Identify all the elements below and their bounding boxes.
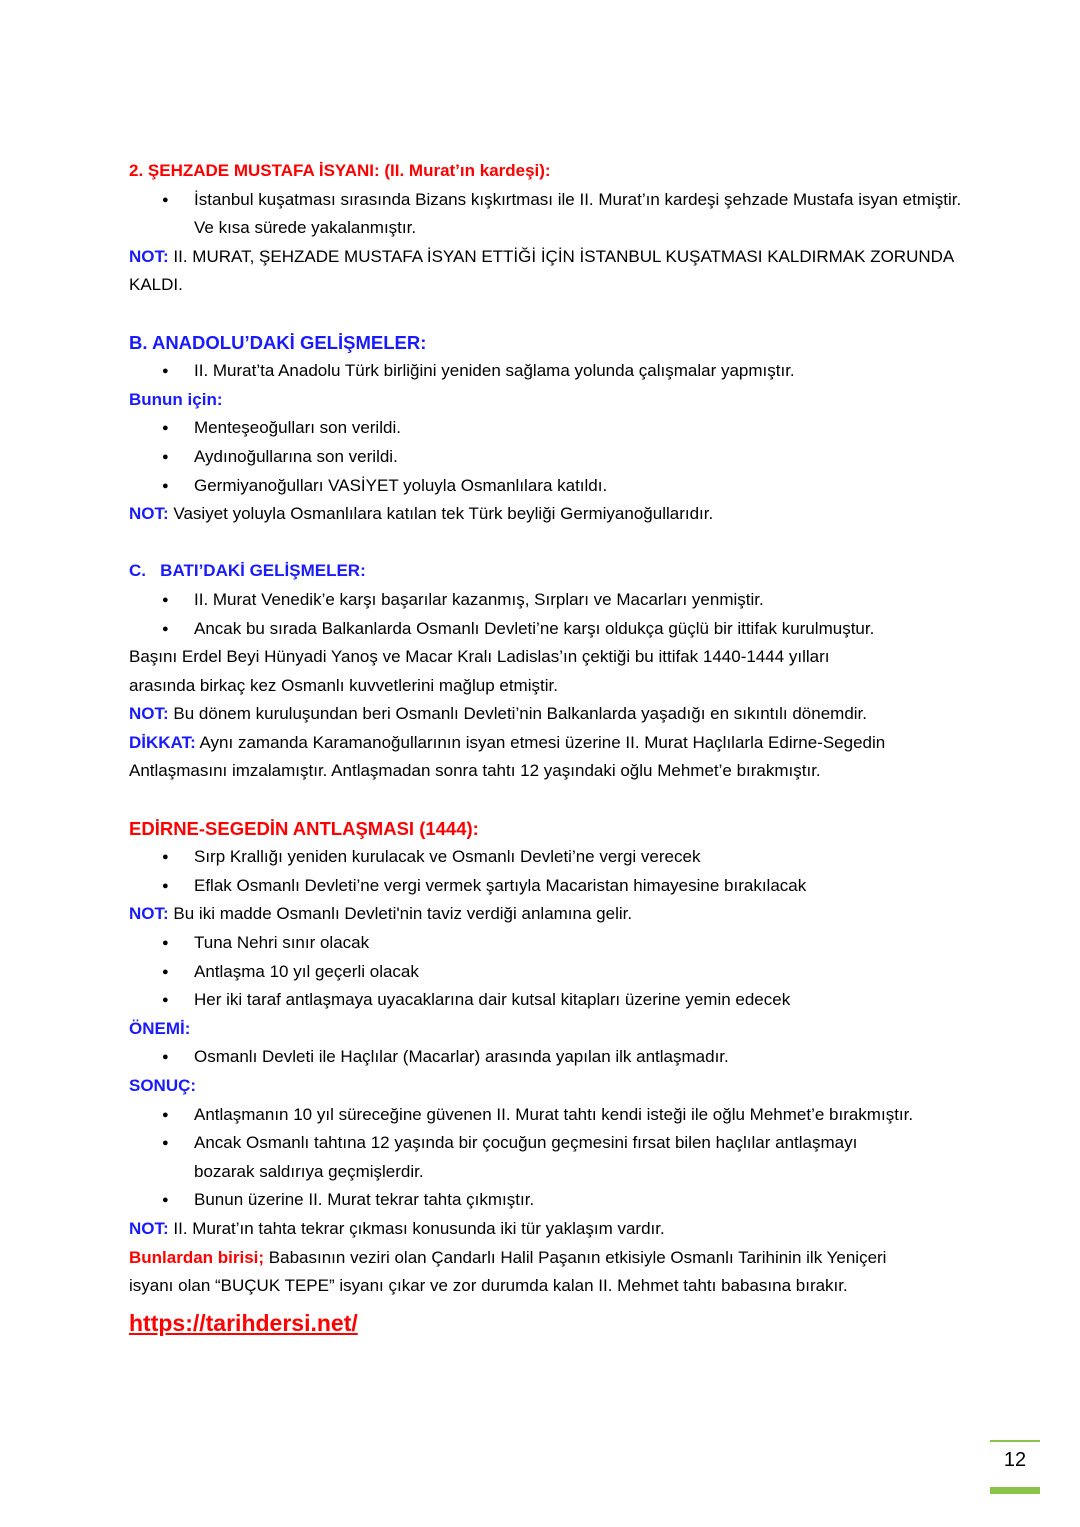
section-2-title: 2. ŞEHZADE MUSTAFA İSYANI: (II. Murat’ın kardeşi):	[129, 161, 551, 180]
bullet-item: ● Osmanlı Devleti ile Haçlılar (Macarlar) arasında yapılan ilk antlaşmadır.	[129, 1043, 959, 1072]
page-number-box	[990, 1440, 1040, 1494]
note-text: II. MURAT, ŞEHZADE MUSTAFA İSYAN ETTİĞİ İÇİN İSTANBUL KUŞATMASI KALDIRMAK ZORUNDA	[168, 246, 955, 266]
note-line	[129, 700, 959, 729]
note-label: NOT:	[129, 904, 169, 924]
bullet-item: ● Ancak Osmanlı tahtına 12 yaşında bir çocuğun geçmesini fırsat bilen haçlılar antlaşmayı bozarak saldırıya geçmişlerdir.	[129, 1129, 914, 1186]
bullet-item: ● Sırp Krallığı yeniden kurulacak ve Osmanlı Devleti’ne vergi verecek	[129, 843, 959, 872]
note-line	[129, 900, 959, 929]
paragraph-line: Başını Erdel Beyi Hünyadi Yanoş ve Macar Kralı Ladislas’ın çektiği bu ittifak 1440-1444 yılları	[129, 647, 830, 667]
treaty-title: EDİRNE-SEGEDİN ANTLAŞMASI (1444):	[129, 817, 479, 839]
website-link[interactable]: https://tarihdersi.net/	[129, 1309, 358, 1336]
first-approach-text: Babasının veziri olan Çandarlı Halil Paşanın etkisiyle Osmanlı Tarihinin ilk Yeniçeri	[264, 1247, 887, 1267]
for-this-label: Bunun için:	[129, 389, 223, 409]
bullet-item: ● Bunun üzerine II. Murat tekrar tahta çıkmıştır.	[129, 1186, 959, 1215]
bullet-item: ● Aydınoğullarına son verildi.	[129, 443, 959, 472]
note-label: NOT:	[129, 704, 169, 724]
bullet-item: ● Ancak bu sırada Balkanlarda Osmanlı Devleti’ne karşı oldukça güçlü bir ittifak kurulmuştur.	[129, 615, 959, 644]
bullet-item: ● II. Murat’ta Anadolu Türk birliğini yeniden sağlama yolunda çalışmalar yapmıştır.	[129, 357, 959, 386]
result-label: SONUÇ:	[129, 1076, 197, 1095]
note-line	[129, 1215, 959, 1244]
bullet-item: ● Menteşeoğulları son verildi.	[129, 414, 959, 443]
warning-label: DİKKAT:	[129, 732, 196, 752]
note-line	[129, 500, 959, 529]
bullet-item: ● Her iki taraf antlaşmaya uyacaklarına dair kutsal kitapları üzerine yemin edecek	[129, 986, 959, 1015]
note-text: Bu iki madde Osmanlı Devleti'nin taviz verdiği anlamına gelir.	[168, 904, 633, 924]
paragraph-line: arasında birkaç kez Osmanlı kuvvetlerini mağlup etmiştir.	[129, 675, 558, 695]
note-text: Bu dönem kuruluşundan beri Osmanlı Devleti’nin Balkanlarda yaşadığı en sıkıntılı dönemdir.	[168, 704, 867, 724]
note-text: Vasiyet yoluyla Osmanlılara katılan tek Türk beyliği Germiyanoğullarıdır.	[168, 504, 714, 524]
note-line-continued: KALDI.	[129, 275, 183, 295]
page-number: 12	[1003, 1449, 1027, 1471]
note-label: NOT:	[129, 1218, 169, 1238]
bullet-item: ● Tuna Nehri sınır olacak	[129, 929, 959, 958]
note-label: NOT:	[129, 504, 169, 524]
first-approach-line	[129, 1244, 959, 1273]
warning-line	[129, 729, 959, 758]
warning-line-continued: Antlaşmasını imzalamıştır. Antlaşmadan sonra tahtı 12 yaşındaki oğlu Mehmet’e bırakmıştır.	[129, 761, 821, 781]
bullet-item: ● Germiyanoğulları VASİYET yoluyla Osmanlılara katıldı.	[129, 472, 959, 501]
note-label: NOT:	[129, 246, 169, 266]
bullet-item: ● Antlaşmanın 10 yıl süreceğine güvenen II. Murat tahtı kendi isteği ile oğlu Mehmet’e bırakmıştır.	[129, 1101, 914, 1130]
document-content	[129, 157, 962, 1341]
bullet-item: ● İstanbul kuşatması sırasında Bizans kışkırtması ile II. Murat’ın kardeşi şehzade Mustafa isyan etmiştir. Ve kısa sürede yakalanmıştır.	[129, 186, 984, 243]
importance-label: ÖNEMİ:	[129, 1018, 191, 1038]
section-c-title: C. BATI’DAKİ GELİŞMELER:	[129, 561, 366, 581]
bullet-item: ● Antlaşma 10 yıl geçerli olacak	[129, 958, 959, 987]
first-approach-line-continued: isyanı olan “BUÇUK TEPE” isyanı çıkar ve zor durumda kalan II. Mehmet tahtı babasına bırakır.	[129, 1276, 848, 1296]
bullet-item: ● Eflak Osmanlı Devleti’ne vergi vermek şartıyla Macaristan himayesine bırakılacak	[129, 872, 959, 901]
note-text: II. Murat’ın tahta tekrar çıkması konusunda iki tür yaklaşım vardır.	[168, 1218, 665, 1238]
section-b-title: B. ANADOLU’DAKİ GELİŞMELER:	[129, 331, 427, 353]
first-approach-label: Bunlardan birisi;	[129, 1247, 265, 1267]
bullet-item: ● II. Murat Venedik’e karşı başarılar kazanmış, Sırpları ve Macarları yenmiştir.	[129, 586, 959, 615]
warning-text: Aynı zamanda Karamanoğullarının isyan etmesi üzerine II. Murat Haçlılarla Edirne-Segedin	[195, 732, 886, 752]
note-line	[129, 243, 959, 272]
